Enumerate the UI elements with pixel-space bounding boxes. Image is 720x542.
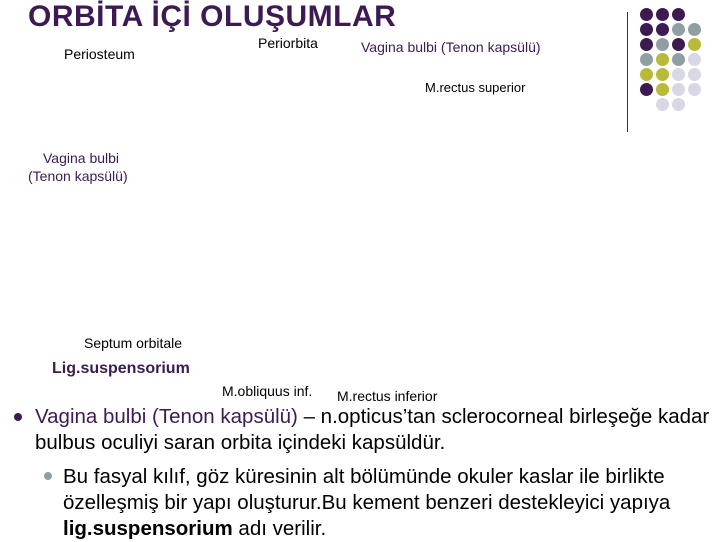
decorative-dot (640, 8, 653, 21)
label-rectus-inferior: M.rectus inferior (337, 388, 438, 404)
decorative-dot (672, 98, 685, 111)
label-lig-suspensorium: Lig.suspensorium (52, 360, 190, 377)
label-vagina-bulbi-left-1: Vagina bulbi (43, 150, 120, 166)
label-periosteum: Periosteum (64, 46, 135, 62)
bullet-level2 (44, 472, 52, 480)
divider-line (627, 12, 628, 132)
p1-text: – n.opticus’tan sclerocorneal birleşeğe kadar bulbus oculiyi saran orbita içindeki kapsüldür. (35, 405, 710, 454)
label-vagina-bulbi-top: Vagina bulbi (Tenon kapsülü) (361, 39, 541, 55)
decorative-dot (672, 53, 685, 66)
bullet-level1 (14, 413, 22, 421)
decorative-dot (672, 23, 685, 36)
paragraph-vagina-bulbi (35, 404, 715, 456)
decorative-dot (656, 83, 669, 96)
term-lig-suspensorium: lig.suspensorium (63, 517, 233, 540)
label-vagina-bulbi-left-2: (Tenon kapsülü) (28, 168, 128, 184)
decorative-dot (656, 68, 669, 81)
decorative-dot (656, 38, 669, 51)
paragraph-lig-suspensorium (63, 464, 718, 542)
p2-text-b: adı verilir. (232, 517, 327, 540)
decorative-dot (688, 23, 701, 36)
label-periorbita: Periorbita (258, 35, 318, 51)
decorative-dot (688, 53, 701, 66)
label-septum-orbitale: Septum orbitale (84, 335, 183, 351)
decorative-dot (640, 38, 653, 51)
decorative-dot (688, 38, 701, 51)
decorative-dot (656, 23, 669, 36)
decorative-dot (640, 68, 653, 81)
decorative-dot (672, 83, 685, 96)
decorative-dot (672, 68, 685, 81)
decorative-dot-grid (640, 8, 720, 118)
label-obliquus-inf: M.obliquus inf. (222, 383, 313, 399)
decorative-dot (640, 53, 653, 66)
decorative-dot (672, 38, 685, 51)
decorative-dot (672, 8, 685, 21)
label-rectus-superior: M.rectus superior (425, 80, 526, 95)
decorative-dot (688, 83, 701, 96)
decorative-dot (656, 98, 669, 111)
term-vagina-bulbi: Vagina bulbi (Tenon kapsülü) (35, 405, 298, 428)
p2-text-a: Bu fasyal kılıf, göz küresinin alt bölümünde okuler kaslar ile birlikte özelleşmiş bir yapı oluşturur.Bu kement benzeri destekleyici yapıya (63, 465, 671, 514)
decorative-dot (640, 23, 653, 36)
decorative-dot (656, 8, 669, 21)
decorative-dot (688, 68, 701, 81)
slide-title: ORBİTA İÇİ OLUŞUMLAR (28, 0, 397, 33)
decorative-dot (640, 83, 653, 96)
decorative-dot (656, 53, 669, 66)
